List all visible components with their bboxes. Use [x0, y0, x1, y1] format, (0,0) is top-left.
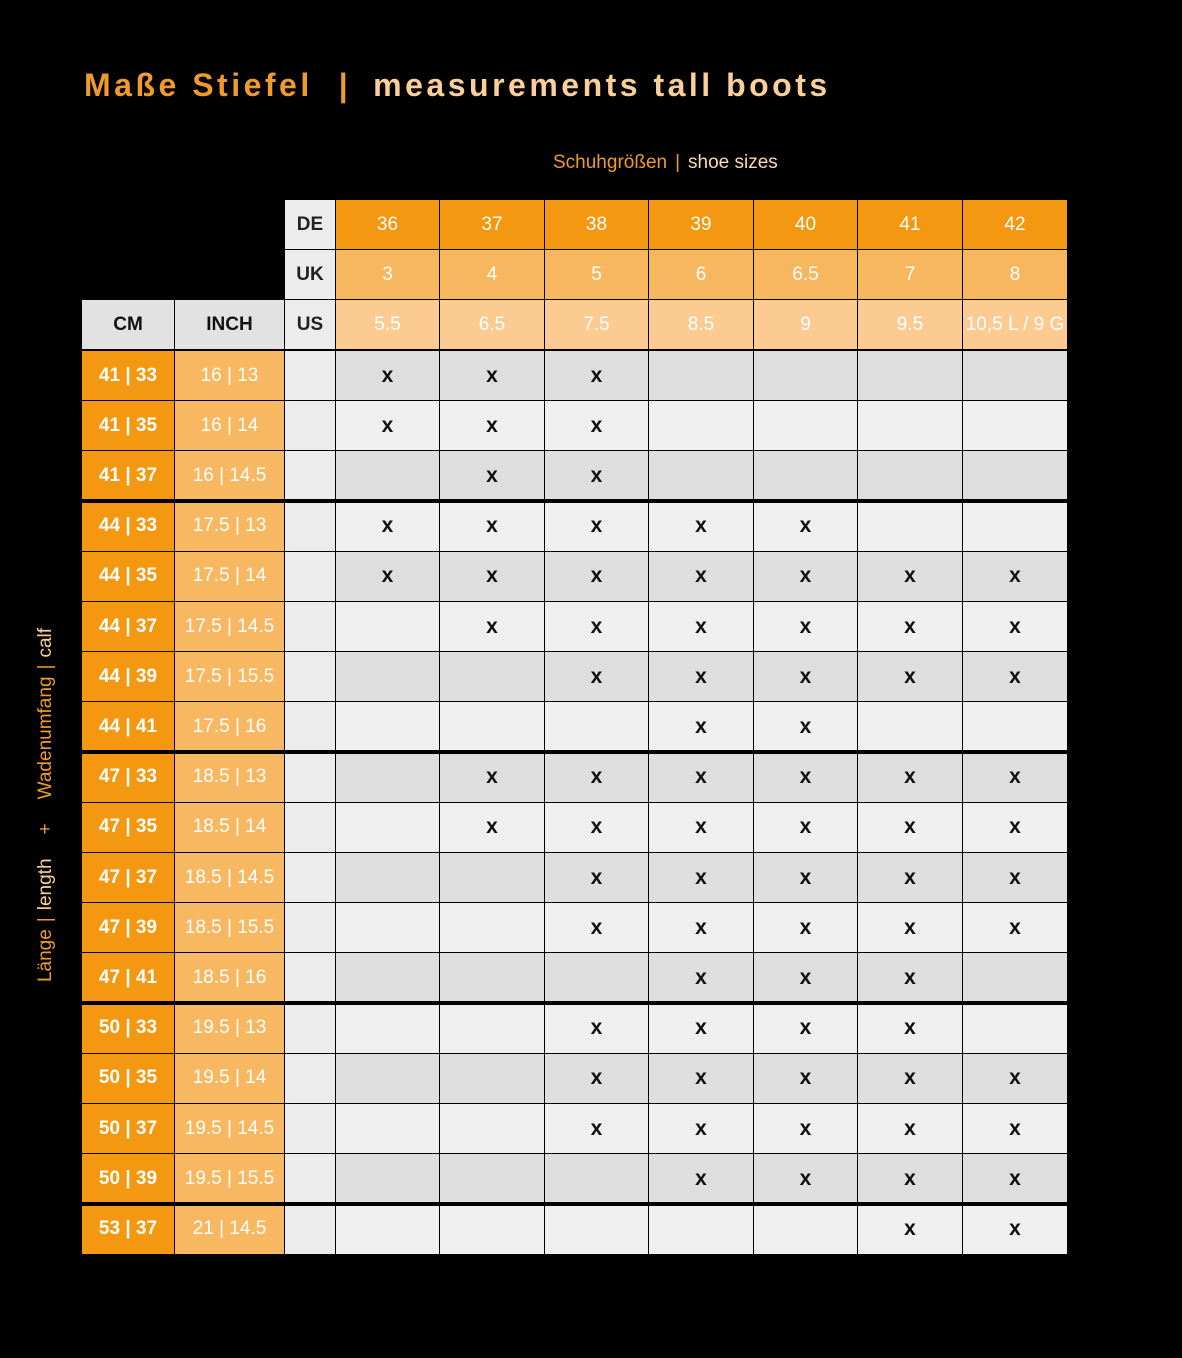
length-english: length [35, 858, 56, 911]
fit-mark-cell: x [336, 552, 439, 601]
fit-mark-cell [336, 753, 439, 802]
inch-value: 17.5 | 14 [175, 552, 284, 601]
cm-value: 44 | 39 [82, 652, 174, 701]
fit-mark-cell: x [649, 903, 753, 952]
inch-value: 17.5 | 14.5 [175, 602, 284, 651]
inch-value: 18.5 | 15.5 [175, 903, 284, 952]
shoe-sizes-separator: | [675, 152, 681, 173]
inch-value: 18.5 | 13 [175, 753, 284, 802]
spacer-cell [285, 1004, 335, 1053]
fit-mark-cell: x [545, 602, 648, 651]
fit-mark-cell: x [754, 953, 857, 1002]
de-size-header: 37 [440, 200, 544, 249]
fit-mark-cell [649, 1204, 753, 1253]
fit-mark-cell: x [545, 1054, 648, 1103]
fit-mark-cell [545, 702, 648, 751]
fit-mark-cell [649, 451, 753, 500]
fit-mark-cell [963, 953, 1067, 1002]
fit-mark-cell: x [649, 552, 753, 601]
spacer-cell [285, 652, 335, 701]
fit-mark-cell: x [858, 652, 962, 701]
uk-row-label: UK [285, 250, 335, 299]
cm-value: 47 | 35 [82, 803, 174, 852]
title-german: Maße Stiefel [84, 67, 313, 103]
spacer-cell [285, 803, 335, 852]
cm-value: 44 | 35 [82, 552, 174, 601]
fit-mark-cell [858, 451, 962, 500]
fit-mark-cell: x [440, 803, 544, 852]
fit-mark-cell [440, 1104, 544, 1153]
fit-mark-cell: x [545, 1104, 648, 1153]
us-size-header: 7.5 [545, 300, 648, 349]
de-size-header: 42 [963, 200, 1067, 249]
fit-mark-cell: x [545, 451, 648, 500]
spacer-cell [285, 953, 335, 1002]
calf-separator: | [35, 664, 56, 670]
fit-mark-cell: x [440, 552, 544, 601]
inch-value: 16 | 14.5 [175, 451, 284, 500]
calf-english: calf [35, 627, 56, 658]
inch-value: 21 | 14.5 [175, 1204, 284, 1253]
uk-size-header: 7 [858, 250, 962, 299]
fit-mark-cell: x [963, 1204, 1067, 1253]
fit-mark-cell: x [649, 753, 753, 802]
fit-mark-cell: x [754, 1104, 857, 1153]
fit-mark-cell: x [649, 502, 753, 551]
fit-mark-cell [963, 1004, 1067, 1053]
inch-value: 17.5 | 15.5 [175, 652, 284, 701]
fit-mark-cell [963, 351, 1067, 400]
cm-value: 47 | 37 [82, 853, 174, 902]
fit-mark-cell [754, 451, 857, 500]
fit-mark-cell [858, 401, 962, 450]
shoe-sizes-german: Schuhgrößen [553, 152, 668, 173]
fit-mark-cell: x [545, 552, 648, 601]
fit-mark-cell: x [754, 1154, 857, 1203]
spacer-cell [285, 1154, 335, 1203]
us-size-header: 9.5 [858, 300, 962, 349]
fit-mark-cell: x [649, 953, 753, 1002]
fit-mark-cell: x [858, 803, 962, 852]
cm-value: 50 | 35 [82, 1054, 174, 1103]
fit-mark-cell: x [963, 602, 1067, 651]
fit-mark-cell: x [440, 502, 544, 551]
fit-mark-cell: x [858, 552, 962, 601]
fit-mark-cell: x [858, 1054, 962, 1103]
fit-mark-cell [858, 351, 962, 400]
inch-value: 16 | 13 [175, 351, 284, 400]
fit-mark-cell: x [545, 351, 648, 400]
spacer-cell [285, 451, 335, 500]
cm-value: 41 | 33 [82, 351, 174, 400]
fit-mark-cell [440, 1054, 544, 1103]
fit-mark-cell: x [336, 401, 439, 450]
fit-mark-cell: x [545, 753, 648, 802]
length-german: Länge [35, 929, 56, 983]
fit-mark-cell: x [858, 853, 962, 902]
title-separator: | [338, 67, 352, 103]
fit-mark-cell [440, 853, 544, 902]
fit-mark-cell: x [440, 753, 544, 802]
fit-mark-cell: x [649, 1104, 753, 1153]
fit-mark-cell: x [858, 953, 962, 1002]
fit-mark-cell [336, 1054, 439, 1103]
fit-mark-cell: x [649, 803, 753, 852]
inch-value: 18.5 | 14.5 [175, 853, 284, 902]
fit-mark-cell: x [858, 1104, 962, 1153]
fit-mark-cell: x [963, 903, 1067, 952]
fit-mark-cell: x [754, 803, 857, 852]
fit-mark-cell [440, 903, 544, 952]
fit-mark-cell: x [545, 1004, 648, 1053]
fit-mark-cell: x [754, 1054, 857, 1103]
spacer-cell [285, 753, 335, 802]
uk-size-header: 8 [963, 250, 1067, 299]
cm-value: 50 | 37 [82, 1104, 174, 1153]
fit-mark-cell [754, 351, 857, 400]
us-size-header: 6.5 [440, 300, 544, 349]
fit-mark-cell [336, 853, 439, 902]
de-size-header: 36 [336, 200, 439, 249]
de-row-label: DE [285, 200, 335, 249]
fit-mark-cell: x [963, 753, 1067, 802]
spacer-cell [285, 903, 335, 952]
fit-mark-cell: x [545, 502, 648, 551]
inch-value: 17.5 | 16 [175, 702, 284, 751]
fit-mark-cell [963, 401, 1067, 450]
group-divider [82, 750, 1068, 754]
fit-mark-cell: x [754, 602, 857, 651]
fit-mark-cell: x [754, 753, 857, 802]
inch-value: 19.5 | 15.5 [175, 1154, 284, 1203]
inch-value: 17.5 | 13 [175, 502, 284, 551]
fit-mark-cell: x [649, 602, 753, 651]
fit-mark-cell: x [754, 1004, 857, 1053]
plus-sign: + [35, 823, 56, 835]
fit-mark-cell [545, 1154, 648, 1203]
fit-mark-cell: x [963, 652, 1067, 701]
fit-mark-cell: x [336, 351, 439, 400]
shoe-sizes-english: shoe sizes [688, 152, 778, 173]
cm-value: 53 | 37 [82, 1204, 174, 1253]
inch-value: 18.5 | 14 [175, 803, 284, 852]
group-divider [82, 499, 1068, 503]
cm-column-header: CM [82, 300, 174, 349]
cm-value: 50 | 39 [82, 1154, 174, 1203]
cm-value: 47 | 41 [82, 953, 174, 1002]
page-title [84, 64, 831, 106]
shoe-sizes-heading [553, 150, 778, 176]
fit-mark-cell: x [545, 903, 648, 952]
uk-size-header: 5 [545, 250, 648, 299]
cm-value: 47 | 39 [82, 903, 174, 952]
fit-mark-cell [858, 502, 962, 551]
de-size-header: 39 [649, 200, 753, 249]
fit-mark-cell: x [440, 351, 544, 400]
cm-value: 44 | 41 [82, 702, 174, 751]
fit-mark-cell: x [649, 652, 753, 701]
us-row-label: US [285, 300, 335, 349]
fit-mark-cell: x [858, 753, 962, 802]
title-english: measurements tall boots [373, 67, 831, 103]
fit-mark-cell: x [963, 1054, 1067, 1103]
inch-value: 16 | 14 [175, 401, 284, 450]
fit-mark-cell: x [858, 903, 962, 952]
fit-mark-cell: x [440, 451, 544, 500]
fit-mark-cell [336, 1104, 439, 1153]
uk-size-header: 3 [336, 250, 439, 299]
group-divider [82, 1001, 1068, 1005]
fit-mark-cell: x [858, 1154, 962, 1203]
fit-mark-cell [754, 1204, 857, 1253]
spacer-cell [285, 1104, 335, 1153]
inch-column-header: INCH [175, 300, 284, 349]
fit-mark-cell [440, 702, 544, 751]
spacer-cell [285, 1204, 335, 1253]
fit-mark-cell [336, 451, 439, 500]
spacer-cell [285, 853, 335, 902]
inch-value: 19.5 | 14 [175, 1054, 284, 1103]
fit-mark-cell [649, 401, 753, 450]
uk-size-header: 4 [440, 250, 544, 299]
fit-mark-cell: x [649, 702, 753, 751]
fit-mark-cell: x [858, 1204, 962, 1253]
fit-mark-cell [336, 953, 439, 1002]
fit-mark-cell: x [754, 652, 857, 701]
us-size-header: 9 [754, 300, 857, 349]
fit-mark-cell: x [545, 853, 648, 902]
fit-mark-cell: x [858, 602, 962, 651]
fit-mark-cell: x [649, 1154, 753, 1203]
spacer-cell [285, 1054, 335, 1103]
fit-mark-cell [336, 652, 439, 701]
fit-mark-cell: x [754, 853, 857, 902]
fit-mark-cell [545, 953, 648, 1002]
us-size-header: 5.5 [336, 300, 439, 349]
fit-mark-cell [336, 602, 439, 651]
fit-mark-cell: x [336, 502, 439, 551]
fit-mark-cell [754, 401, 857, 450]
fit-mark-cell [649, 351, 753, 400]
fit-mark-cell [336, 1004, 439, 1053]
spacer-cell [285, 401, 335, 450]
spacer-cell [285, 602, 335, 651]
cm-value: 50 | 33 [82, 1004, 174, 1053]
fit-mark-cell: x [963, 803, 1067, 852]
fit-mark-cell [440, 1004, 544, 1053]
cm-value: 44 | 37 [82, 602, 174, 651]
fit-mark-cell [858, 702, 962, 751]
fit-mark-cell: x [754, 552, 857, 601]
cm-value: 41 | 37 [82, 451, 174, 500]
spacer-cell [285, 702, 335, 751]
fit-mark-cell: x [545, 803, 648, 852]
fit-mark-cell [440, 652, 544, 701]
fit-mark-cell: x [440, 401, 544, 450]
fit-mark-cell: x [649, 1054, 753, 1103]
fit-mark-cell: x [545, 652, 648, 701]
calf-german: Wadenumfang [35, 676, 56, 800]
inch-value: 19.5 | 14.5 [175, 1104, 284, 1153]
row-axis-label [34, 628, 58, 982]
fit-mark-cell: x [754, 702, 857, 751]
fit-mark-cell: x [963, 853, 1067, 902]
fit-mark-cell: x [649, 853, 753, 902]
uk-size-header: 6.5 [754, 250, 857, 299]
fit-mark-cell [336, 1204, 439, 1253]
group-divider [82, 1202, 1068, 1206]
fit-mark-cell: x [963, 1104, 1067, 1153]
fit-mark-cell [336, 1154, 439, 1203]
spacer-cell [285, 552, 335, 601]
de-size-header: 41 [858, 200, 962, 249]
fit-mark-cell [440, 1154, 544, 1203]
fit-mark-cell: x [754, 903, 857, 952]
fit-mark-cell: x [963, 1154, 1067, 1203]
inch-value: 18.5 | 16 [175, 953, 284, 1002]
fit-mark-cell: x [440, 602, 544, 651]
fit-mark-cell [963, 702, 1067, 751]
fit-mark-cell: x [545, 401, 648, 450]
us-size-header: 8.5 [649, 300, 753, 349]
de-size-header: 40 [754, 200, 857, 249]
us-size-header: 10,5 L / 9 G [963, 300, 1067, 349]
de-size-header: 38 [545, 200, 648, 249]
length-separator: | [35, 917, 56, 923]
fit-mark-cell [440, 953, 544, 1002]
cm-value: 47 | 33 [82, 753, 174, 802]
fit-mark-cell [336, 702, 439, 751]
cm-value: 44 | 33 [82, 502, 174, 551]
inch-value: 19.5 | 13 [175, 1004, 284, 1053]
fit-mark-cell: x [963, 552, 1067, 601]
fit-mark-cell: x [649, 1004, 753, 1053]
fit-mark-cell: x [754, 502, 857, 551]
fit-mark-cell [545, 1204, 648, 1253]
fit-mark-cell [336, 803, 439, 852]
fit-mark-cell [963, 451, 1067, 500]
spacer-cell [285, 502, 335, 551]
cm-value: 41 | 35 [82, 401, 174, 450]
fit-mark-cell: x [858, 1004, 962, 1053]
fit-mark-cell [440, 1204, 544, 1253]
uk-size-header: 6 [649, 250, 753, 299]
spacer-cell [285, 351, 335, 400]
fit-mark-cell [963, 502, 1067, 551]
fit-mark-cell [336, 903, 439, 952]
